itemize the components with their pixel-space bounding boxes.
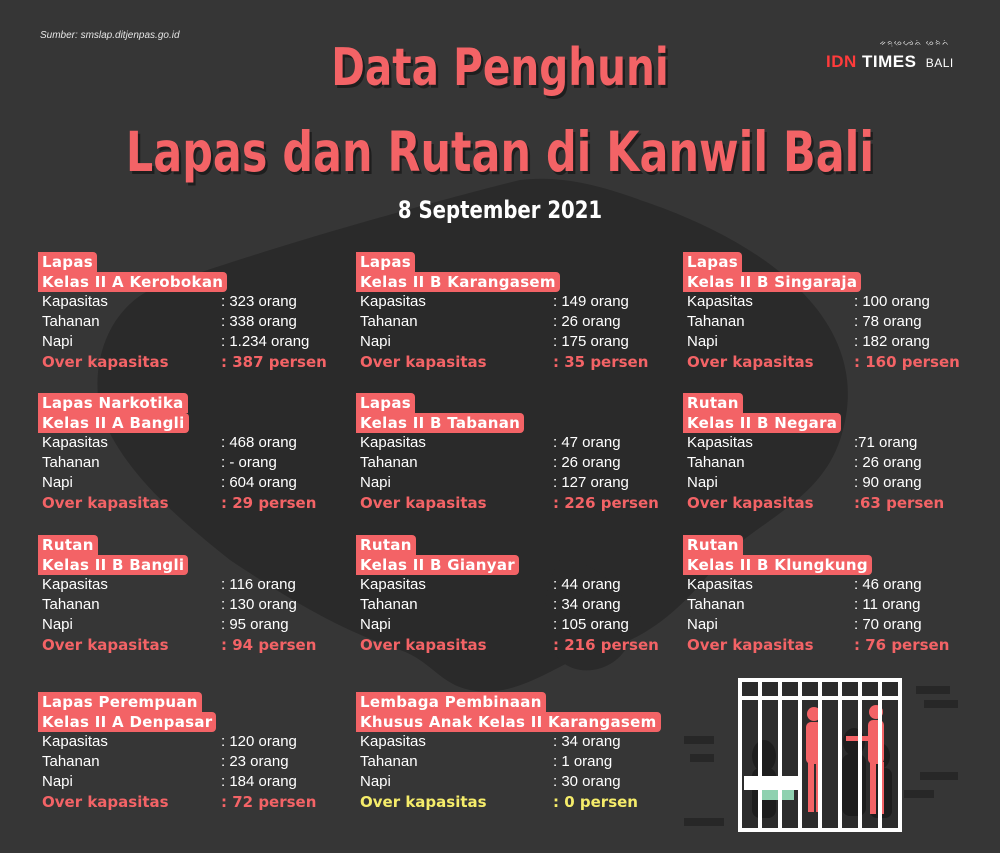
row-kapasitas <box>38 292 378 312</box>
label-over: Over kapasitas <box>687 636 814 654</box>
facility-class: Khusus Anak Kelas II Karangasem <box>356 712 661 732</box>
value-napi: : 184 orang <box>221 773 297 790</box>
title-line-2: Lapas dan Rutan di Kanwil Bali <box>125 120 875 184</box>
value-napi: : 95 orang <box>221 616 289 633</box>
value-napi: : 30 orang <box>553 773 621 790</box>
value-over: : 94 persen <box>221 636 317 654</box>
value-tahanan: : 23 orang <box>221 753 289 770</box>
label-napi: Napi <box>360 616 391 633</box>
facility-type: Lapas <box>683 252 742 272</box>
value-over: : 76 persen <box>854 636 950 654</box>
label-over: Over kapasitas <box>42 793 169 811</box>
facility-class: Kelas II A Kerobokan <box>38 272 227 292</box>
row-kapasitas <box>683 575 1000 595</box>
label-over: Over kapasitas <box>42 353 169 371</box>
value-tahanan: : 78 orang <box>854 313 922 330</box>
brand-idn: IDN <box>826 52 857 71</box>
prison-cell-illustration <box>684 676 984 836</box>
value-tahanan: : 338 orang <box>221 313 297 330</box>
facility-type: Lapas <box>38 252 97 272</box>
row-over <box>38 352 378 372</box>
label-napi: Napi <box>42 474 73 491</box>
value-kapasitas: : 44 orang <box>553 576 621 593</box>
row-over <box>356 352 696 372</box>
facility-card <box>683 393 1000 513</box>
label-napi: Napi <box>360 333 391 350</box>
row-tahanan <box>38 453 378 473</box>
facility-type: Rutan <box>356 535 416 555</box>
label-kapasitas: Kapasitas <box>42 576 108 593</box>
row-napi <box>683 473 1000 493</box>
row-kapasitas <box>38 575 378 595</box>
value-over: : 160 persen <box>854 353 960 371</box>
value-over: : 29 persen <box>221 494 317 512</box>
row-tahanan <box>683 595 1000 615</box>
row-over <box>38 493 378 513</box>
value-over: : 387 persen <box>221 353 327 371</box>
row-napi <box>38 772 378 792</box>
source-caption: Sumber: smslap.ditjenpas.go.id <box>40 30 180 41</box>
facility-class: Kelas II B Gianyar <box>356 555 519 575</box>
title-line-1: Data Penghuni <box>331 38 669 98</box>
value-tahanan: : 26 orang <box>854 454 922 471</box>
label-kapasitas: Kapasitas <box>687 434 753 451</box>
facility-type: Lapas Perempuan <box>38 692 202 712</box>
label-over: Over kapasitas <box>360 636 487 654</box>
label-over: Over kapasitas <box>42 636 169 654</box>
value-tahanan: : 26 orang <box>553 313 621 330</box>
value-over: : 72 persen <box>221 793 317 811</box>
facility-class: Kelas II B Negara <box>683 413 841 433</box>
facility-card <box>356 252 696 372</box>
label-kapasitas: Kapasitas <box>360 434 426 451</box>
facility-type: Lapas Narkotika <box>38 393 188 413</box>
label-over: Over kapasitas <box>360 494 487 512</box>
value-over: : 0 persen <box>553 793 638 811</box>
label-kapasitas: Kapasitas <box>42 434 108 451</box>
row-kapasitas <box>38 433 378 453</box>
label-kapasitas: Kapasitas <box>360 576 426 593</box>
label-over: Over kapasitas <box>360 793 487 811</box>
value-napi: : 182 orang <box>854 333 930 350</box>
row-kapasitas <box>356 292 696 312</box>
row-napi <box>356 772 696 792</box>
label-over: Over kapasitas <box>687 494 814 512</box>
value-kapasitas: : 100 orang <box>854 293 930 310</box>
row-tahanan <box>38 752 378 772</box>
row-napi <box>38 332 378 352</box>
facility-class: Kelas II A Denpasar <box>38 712 216 732</box>
brand-times: TIMES <box>862 52 917 71</box>
value-napi: : 90 orang <box>854 474 922 491</box>
facility-card <box>38 393 378 513</box>
value-kapasitas: : 34 orang <box>553 733 621 750</box>
value-kapasitas: : 47 orang <box>553 434 621 451</box>
report-date: 8 September 2021 <box>397 196 603 224</box>
row-over <box>356 792 696 812</box>
label-kapasitas: Kapasitas <box>42 733 108 750</box>
value-napi: : 604 orang <box>221 474 297 491</box>
label-napi: Napi <box>687 333 718 350</box>
facility-type: Rutan <box>683 535 743 555</box>
value-napi: : 105 orang <box>553 616 629 633</box>
value-kapasitas: : 120 orang <box>221 733 297 750</box>
value-kapasitas: :71 orang <box>854 434 918 451</box>
facility-type: Lapas <box>356 252 415 272</box>
value-over: : 35 persen <box>553 353 649 371</box>
value-kapasitas: : 116 orang <box>221 576 296 593</box>
label-tahanan: Tahanan <box>360 454 418 471</box>
facility-card <box>683 252 1000 372</box>
row-over <box>356 493 696 513</box>
row-tahanan <box>38 312 378 332</box>
label-kapasitas: Kapasitas <box>360 733 426 750</box>
facility-class: Kelas II B Bangli <box>38 555 188 575</box>
label-over: Over kapasitas <box>360 353 487 371</box>
row-napi <box>38 473 378 493</box>
label-over: Over kapasitas <box>42 494 169 512</box>
label-tahanan: Tahanan <box>687 313 745 330</box>
label-tahanan: Tahanan <box>687 596 745 613</box>
value-kapasitas: : 149 orang <box>553 293 629 310</box>
label-napi: Napi <box>687 474 718 491</box>
value-kapasitas: : 323 orang <box>221 293 297 310</box>
label-tahanan: Tahanan <box>42 753 100 770</box>
label-napi: Napi <box>42 773 73 790</box>
row-napi <box>356 473 696 493</box>
label-napi: Napi <box>360 474 391 491</box>
row-tahanan <box>683 453 1000 473</box>
row-over <box>683 352 1000 372</box>
row-kapasitas <box>683 292 1000 312</box>
label-tahanan: Tahanan <box>42 454 100 471</box>
label-napi: Napi <box>687 616 718 633</box>
row-napi <box>356 615 696 635</box>
value-napi: : 127 orang <box>553 474 629 491</box>
value-napi: : 70 orang <box>854 616 922 633</box>
facility-card <box>356 393 696 513</box>
row-tahanan <box>356 312 696 332</box>
facility-type: Lapas <box>356 393 415 413</box>
row-napi <box>683 332 1000 352</box>
facility-type: Lembaga Pembinaan <box>356 692 546 712</box>
brand-region: BALI <box>925 56 954 70</box>
label-tahanan: Tahanan <box>42 313 100 330</box>
brand-script-text: ᨀᨑᨘᨔᨙᨌᨙᨊᨗ ᨔᨙᨑᨗᨈᨗ <box>879 38 950 47</box>
row-tahanan <box>38 595 378 615</box>
label-napi: Napi <box>42 616 73 633</box>
row-kapasitas <box>683 433 1000 453</box>
value-napi: : 1.234 orang <box>221 333 310 350</box>
row-kapasitas <box>356 732 696 752</box>
row-tahanan <box>683 312 1000 332</box>
facility-card <box>38 692 378 812</box>
label-kapasitas: Kapasitas <box>360 293 426 310</box>
label-kapasitas: Kapasitas <box>687 576 753 593</box>
label-tahanan: Tahanan <box>687 454 745 471</box>
facility-card <box>356 535 696 655</box>
row-kapasitas <box>356 433 696 453</box>
value-tahanan: : - orang <box>221 454 277 471</box>
facility-class: Kelas II B Tabanan <box>356 413 524 433</box>
row-kapasitas <box>356 575 696 595</box>
value-tahanan: : 1 orang <box>553 753 613 770</box>
facility-card <box>38 252 378 372</box>
value-over: : 216 persen <box>553 636 659 654</box>
row-over <box>683 635 1000 655</box>
label-napi: Napi <box>360 773 391 790</box>
facility-type: Rutan <box>683 393 743 413</box>
row-over <box>38 635 378 655</box>
label-napi: Napi <box>42 333 73 350</box>
value-over: :63 persen <box>854 494 945 512</box>
value-tahanan: : 11 orang <box>854 596 921 613</box>
label-tahanan: Tahanan <box>360 753 418 770</box>
row-napi <box>683 615 1000 635</box>
facility-class: Kelas II B Karangasem <box>356 272 560 292</box>
value-kapasitas: : 46 orang <box>854 576 922 593</box>
facility-card <box>356 692 696 812</box>
facility-class: Kelas II A Bangli <box>38 413 189 433</box>
row-over <box>38 792 378 812</box>
row-napi <box>38 615 378 635</box>
facility-class: Kelas II B Singaraja <box>683 272 861 292</box>
row-over <box>356 635 696 655</box>
row-tahanan <box>356 595 696 615</box>
facility-card <box>683 535 1000 655</box>
label-tahanan: Tahanan <box>360 596 418 613</box>
label-kapasitas: Kapasitas <box>42 293 108 310</box>
row-napi <box>356 332 696 352</box>
value-tahanan: : 34 orang <box>553 596 621 613</box>
label-tahanan: Tahanan <box>360 313 418 330</box>
value-tahanan: : 130 orang <box>221 596 297 613</box>
value-napi: : 175 orang <box>553 333 629 350</box>
label-over: Over kapasitas <box>687 353 814 371</box>
row-tahanan <box>356 752 696 772</box>
facility-card <box>38 535 378 655</box>
value-over: : 226 persen <box>553 494 659 512</box>
value-tahanan: : 26 orang <box>553 454 621 471</box>
row-tahanan <box>356 453 696 473</box>
label-tahanan: Tahanan <box>42 596 100 613</box>
value-kapasitas: : 468 orang <box>221 434 297 451</box>
row-kapasitas <box>38 732 378 752</box>
facility-class: Kelas II B Klungkung <box>683 555 872 575</box>
label-kapasitas: Kapasitas <box>687 293 753 310</box>
row-over <box>683 493 1000 513</box>
facility-type: Rutan <box>38 535 98 555</box>
